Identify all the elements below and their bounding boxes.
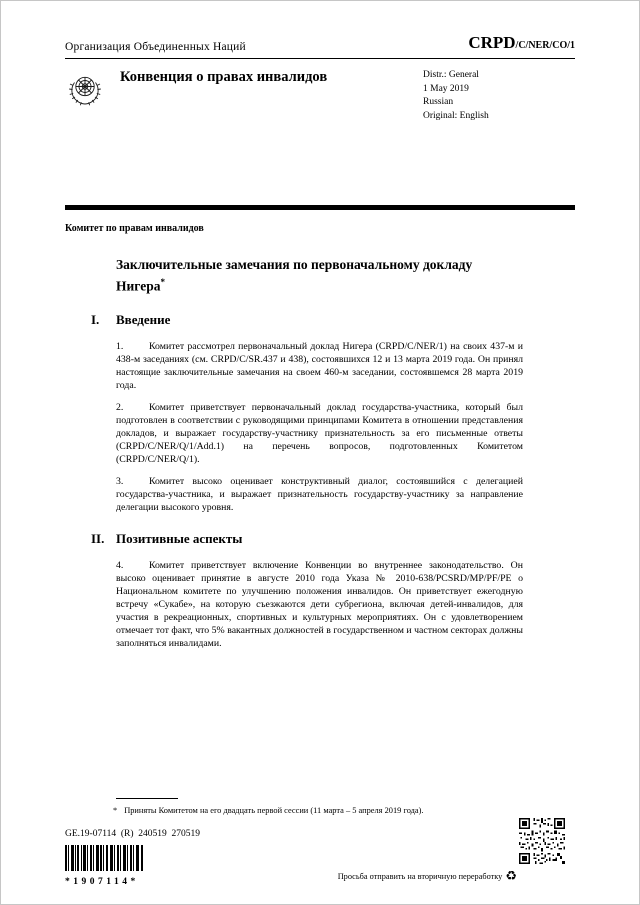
section-heading-introduction [65, 312, 575, 328]
paragraph-3 [116, 475, 523, 514]
emblem-box [65, 68, 107, 115]
paragraph-number: 2. [116, 401, 124, 413]
qr-code [519, 818, 565, 864]
document-title-text: Заключительные замечания по первоначальному докладу Нигера [116, 257, 473, 293]
header-rule [65, 58, 575, 59]
convention-title: Конвенция о правах инвалидов [120, 69, 328, 85]
date-line: 1 May 2019 [423, 83, 469, 94]
paragraph-1 [116, 340, 523, 392]
section-heading-positive-aspects [65, 531, 575, 547]
footnote-separator [116, 798, 178, 799]
section-number: I. [91, 311, 100, 327]
document-title [116, 256, 506, 295]
org-name: Организация Объединенных Наций [65, 41, 246, 53]
footnote-marker: * [113, 806, 118, 815]
footnote-text: Приняты Комитетом на его двадцать первой сессии (11 марта – 5 апреля 2019 года). [124, 806, 424, 815]
doc-symbol-suffix: /C/NER/CO/1 [515, 40, 575, 51]
page-content [1, 1, 639, 650]
section-number: II. [91, 530, 105, 546]
original-language-line: Original: English [423, 110, 489, 121]
title-footnote-ref: * [160, 276, 165, 287]
distribution-block [423, 68, 575, 123]
separator-bar [65, 205, 575, 210]
paragraph-text: Комитет приветствует включение Конвенции во внутреннее законодательство. Он высоко оценивает принятие в августе 2010 года Указа № 2010-638/PCSRD/MP/PF/PE о Национальном комитете по улучшению положения инвалидов. Он приветствует ежегодную встречу «Сукабе», на которую съезжаются дети субрегиона, включая детей-инвалидов, для участия в рекреационных, спортивных и культурных мероприятиях. Он с удовлетворением отмечает тот факт, что 5% вакантных должностей в государственном и частном секторах должны заполняться инвалидами. [116, 559, 523, 649]
doc-symbol [468, 33, 575, 53]
recycle-note [321, 870, 517, 883]
paragraph-number: 1. [116, 340, 124, 352]
section-title: Позитивные аспекты [116, 530, 243, 546]
distr-line: Distr.: General [423, 70, 479, 80]
footnote [113, 805, 553, 816]
paragraph-number: 3. [116, 475, 124, 487]
barcode [65, 845, 143, 871]
ge-number: GE.19-07114 (R) 240519 270519 [65, 829, 201, 839]
document-header [65, 1, 575, 53]
doc-symbol-main: CRPD [468, 33, 516, 52]
un-emblem-icon [65, 70, 105, 110]
section-title: Введение [116, 311, 171, 327]
paragraph-4 [116, 559, 523, 650]
committee-heading: Комитет по правам инвалидов [65, 223, 204, 234]
masthead [65, 68, 575, 123]
recycle-icon: ♻ [505, 869, 517, 884]
recycle-text: Просьба отправить на вторичную переработку [337, 872, 503, 881]
language-line: Russian [423, 97, 454, 107]
paragraph-number: 4. [116, 559, 124, 571]
paragraph-text: Комитет высоко оценивает конструктивный диалог, состоявшийся с делегацией государства-участника, и выражает признательность государству-участнику за направление делегации высокого уровня. [116, 475, 523, 513]
paragraph-text: Комитет рассмотрел первоначальный доклад Нигера (CRPD/C/NER/1) на своих 437-м и 438-м заседаниях (см. CRPD/C/SR.437 и 438), состоявшихся 12 и 13 марта 2019 года. Он принял настоящие заключительные замечания на своем 460-м заседании, состоявшемся 28 марта 2019 года. [116, 340, 523, 391]
paragraph-2 [116, 401, 523, 466]
barcode-block [65, 845, 151, 887]
barcode-label: *1907114* [65, 877, 139, 887]
paragraph-text: Комитет приветствует первоначальный доклад государства-участника, который был подготовлен в соответствии с руководящими принципами Комитета в отношении представления докладов, и выражает государству-участнику признательность за его письменные ответы (CRPD/C/NER/Q/1/Add.1) на перечень вопросов, подготовленных Комитетом (CRPD/C/NER/Q/1). [116, 401, 523, 465]
